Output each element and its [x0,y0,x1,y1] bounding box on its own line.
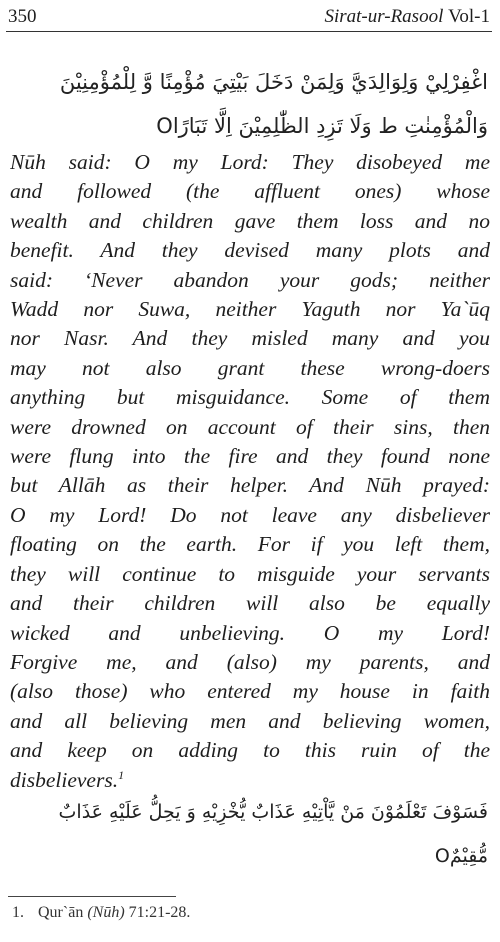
text-line: and their children will also be equally [10,591,490,616]
text-line: may not also grant these wrong-doers [10,355,490,380]
page-number: 350 [8,6,37,27]
text-line: and all believing men and believing women, [10,708,490,733]
footnote-source: Qur`ān [38,904,84,921]
arabic-line: اغْفِرْلِيْ وَلِوَالِدَيَّ وَلِمَنْ دَخَلَ بَيْتِيَ مُؤْمِنًا وَّ لِلْمُؤْمِنِيْنَ [59,70,488,94]
arabic-line: فَسَوْفَ تَعْلَمُوْنَ مَنْ يَّاْتِيْهِ عَذَابٌ يُّخْزِيْهِ وَ يَحِلُّ عَلَيْهِ عَذَابٌ [58,801,488,823]
text-line: anything but misguidance. Some of them [10,385,490,410]
arabic-verse-top [10,60,488,148]
footnote-surah: (Nūh) [87,904,125,921]
arabic-line: وَالْمُؤْمِنٰتِ ط وَلَا تَزِدِ الظّٰلِمِيْنَ اِلَّا تَبَارًاO [156,114,488,138]
arabic-line: مُّقِيْمٌO [434,845,488,867]
text-line: were flung into the fire and they found none [10,444,490,469]
footnote-number: 1. [12,904,24,921]
running-head [324,6,490,28]
footnote-rule [8,896,176,897]
text-line: Nūh said: O my Lord: They disobeyed me [10,150,490,174]
text-line: but Allāh as their helper. And Nūh prayed: [10,473,490,498]
footnote [12,904,190,922]
text-line: Wadd nor Suwa, neither Yaguth nor Ya`ūq [10,297,490,322]
text-line-content: disbelievers. [10,767,119,792]
text-line: they will continue to misguide your servants [10,561,490,586]
text-line: were drowned on account of their sins, then [10,414,490,439]
text-line: said: ‘Never abandon your gods; neither [10,267,490,292]
text-line: and keep on adding to this ruin of the [10,738,490,763]
text-line: wicked and unbelieving. O my Lord! [10,620,490,645]
text-line: floating on the earth. For if you left them, [10,532,490,557]
book-title: Sirat-ur-Rasool [324,6,444,27]
text-line: Forgive me, and (also) my parents, and [10,649,490,674]
text-line: (also those) who entered my house in faith [10,679,490,704]
text-line: wealth and children gave them loss and no [10,208,490,233]
text-line: benefit. And they devised many plots and [10,238,490,263]
text-line: nor Nasr. And they misled many and you [10,326,490,351]
footnote-reference-verse: 71:21-28. [128,904,191,921]
header-rule [6,31,492,32]
text-line: O my Lord! Do not leave any disbeliever [10,502,490,527]
page-header [8,4,490,30]
footnote-reference[interactable]: 1 [118,767,125,782]
arabic-verse-bottom [10,790,488,878]
text-line: and followed (the affluent ones) whose [10,179,490,204]
translation-paragraph [10,148,490,795]
volume-label: Vol-1 [448,6,490,27]
